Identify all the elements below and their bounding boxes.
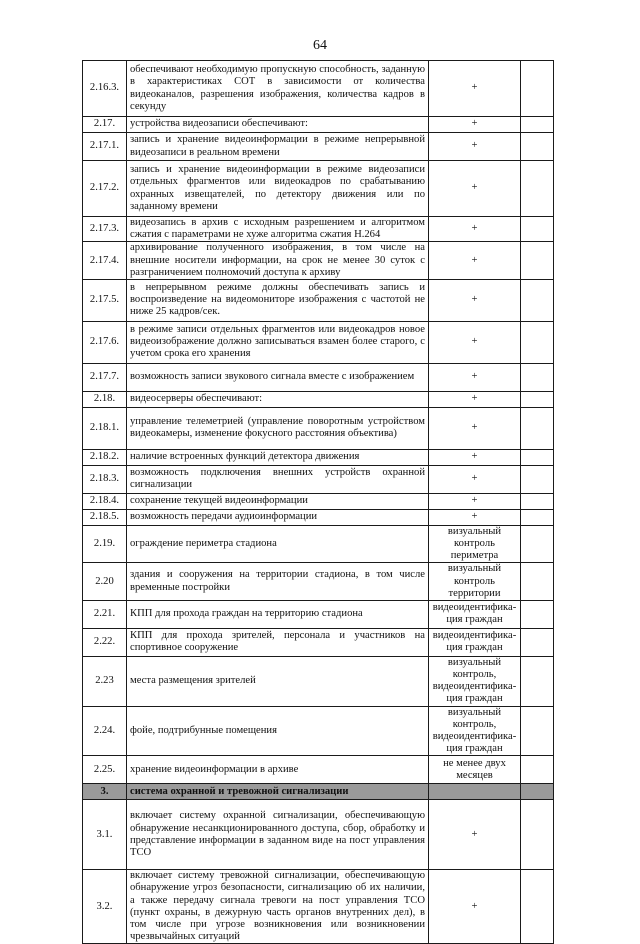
row-number: 2.17.1. bbox=[83, 133, 127, 161]
row-description: здания и сооружения на территории стадиона, в том числе временные постройки bbox=[127, 563, 429, 601]
row-number: 2.18.1. bbox=[83, 407, 127, 449]
row-description: места размещения зрителей bbox=[127, 656, 429, 706]
row-number: 3. bbox=[83, 784, 127, 800]
row-number: 2.23 bbox=[83, 656, 127, 706]
table-row bbox=[83, 61, 554, 117]
table-row bbox=[83, 465, 554, 493]
row-blank-cell bbox=[521, 509, 554, 525]
row-description: запись и хранение видеоинформации в режиме видеозаписи отдельных фрагментов или видеокадров по срабатыванию охранных извещателей, по детектору движения или по заданному времени bbox=[127, 161, 429, 217]
row-number: 2.18. bbox=[83, 391, 127, 407]
row-number: 2.17.3. bbox=[83, 217, 127, 242]
row-number: 2.17.7. bbox=[83, 363, 127, 391]
row-value: визуальный контроль периметра bbox=[429, 525, 521, 563]
row-description: видеозапись в архив с исходным разрешением и алгоритмом сжатия с параметрами не хуже алгоритма сжатия Н.264 bbox=[127, 217, 429, 242]
row-blank-cell bbox=[521, 161, 554, 217]
row-blank-cell bbox=[521, 407, 554, 449]
table-row bbox=[83, 800, 554, 870]
row-description: наличие встроенных функций детектора движения bbox=[127, 449, 429, 465]
row-number: 2.17. bbox=[83, 117, 127, 133]
table-row bbox=[83, 391, 554, 407]
row-description: управление телеметрией (управление поворотным устройством видеокамеры, изменение фокусного расстояния объектива) bbox=[127, 407, 429, 449]
row-number: 2.22. bbox=[83, 628, 127, 656]
row-value: видеоидентифика-ция граждан bbox=[429, 600, 521, 628]
row-number: 2.21. bbox=[83, 600, 127, 628]
row-value: + bbox=[429, 279, 521, 321]
row-description: система охранной и тревожной сигнализации bbox=[127, 784, 429, 800]
row-blank-cell bbox=[521, 563, 554, 601]
row-description: включает систему тревожной сигнализации, обеспечивающую обнаружение угроз безопасности, сигнализацию об их наличии, а также передачу сигнала тревоги на пост управления ТСО (пункт охраны, в дежурную часть органов внутренних дел), в том числе при угрозе возникновения или возникновении чрезвычайных ситуаций bbox=[127, 870, 429, 944]
row-description: хранение видеоинформации в архиве bbox=[127, 756, 429, 784]
page-number: 64 bbox=[313, 38, 327, 53]
table-row bbox=[83, 242, 554, 280]
table-row bbox=[83, 407, 554, 449]
table-row bbox=[83, 161, 554, 217]
row-number: 2.17.6. bbox=[83, 321, 127, 363]
row-value: визуальный контроль, видеоидентифика-ция граждан bbox=[429, 706, 521, 756]
table-row bbox=[83, 279, 554, 321]
row-value: + bbox=[429, 117, 521, 133]
row-blank-cell bbox=[521, 61, 554, 117]
row-description: КПП для прохода граждан на территорию стадиона bbox=[127, 600, 429, 628]
table-row bbox=[83, 117, 554, 133]
row-description: КПП для прохода зрителей, персонала и участников на спортивное сооружение bbox=[127, 628, 429, 656]
row-value: + bbox=[429, 321, 521, 363]
row-number: 2.18.2. bbox=[83, 449, 127, 465]
row-description: обеспечивают необходимую пропускную способность, заданную в характеристиках СОТ в зависимости от количества видеоканалов, разрешения изображения, количества кадров в секунду bbox=[127, 61, 429, 117]
row-blank-cell bbox=[521, 756, 554, 784]
table-row bbox=[83, 563, 554, 601]
table-row bbox=[83, 217, 554, 242]
row-blank-cell bbox=[521, 493, 554, 509]
row-blank-cell bbox=[521, 279, 554, 321]
row-description: возможность записи звукового сигнала вместе с изображением bbox=[127, 363, 429, 391]
row-number: 2.17.4. bbox=[83, 242, 127, 280]
row-blank-cell bbox=[521, 242, 554, 280]
row-value: + bbox=[429, 449, 521, 465]
table-row bbox=[83, 870, 554, 944]
row-value: + bbox=[429, 407, 521, 449]
row-value: + bbox=[429, 465, 521, 493]
row-number: 2.17.5. bbox=[83, 279, 127, 321]
table-row bbox=[83, 449, 554, 465]
table-row bbox=[83, 493, 554, 509]
row-value: визуальный контроль территории bbox=[429, 563, 521, 601]
row-description: в режиме записи отдельных фрагментов или видеокадров новое видеоизображение должно записываться взамен более старого, с учетом срока его хранения bbox=[127, 321, 429, 363]
row-blank-cell bbox=[521, 600, 554, 628]
row-value: + bbox=[429, 133, 521, 161]
row-blank-cell bbox=[521, 449, 554, 465]
row-description: включает систему охранной сигнализации, обеспечивающую обнаружение несанкционированного доступа, сбор, обработку и представление информации в заданном виде на пост управления ТСО bbox=[127, 800, 429, 870]
table-row bbox=[83, 525, 554, 563]
row-blank-cell bbox=[521, 800, 554, 870]
row-description: возможность подключения внешних устройств охранной сигнализации bbox=[127, 465, 429, 493]
row-description: устройства видеозаписи обеспечивают: bbox=[127, 117, 429, 133]
row-value: + bbox=[429, 161, 521, 217]
row-description: в непрерывном режиме должны обеспечивать запись и воспроизведение на видеомониторе изображения с частотой не ниже 25 кадров/сек. bbox=[127, 279, 429, 321]
row-blank-cell bbox=[521, 784, 554, 800]
section-row bbox=[83, 784, 554, 800]
row-blank-cell bbox=[521, 628, 554, 656]
table-row bbox=[83, 628, 554, 656]
table-row bbox=[83, 363, 554, 391]
row-blank-cell bbox=[521, 117, 554, 133]
row-value: + bbox=[429, 242, 521, 280]
row-number: 2.20 bbox=[83, 563, 127, 601]
row-blank-cell bbox=[521, 656, 554, 706]
row-number: 2.24. bbox=[83, 706, 127, 756]
table-row bbox=[83, 656, 554, 706]
row-blank-cell bbox=[521, 133, 554, 161]
table-row bbox=[83, 509, 554, 525]
table-row bbox=[83, 600, 554, 628]
row-description: запись и хранение видеоинформации в режиме непрерывной видеозаписи в реальном времени bbox=[127, 133, 429, 161]
row-blank-cell bbox=[521, 465, 554, 493]
row-number: 2.18.5. bbox=[83, 509, 127, 525]
row-description: видеосерверы обеспечивают: bbox=[127, 391, 429, 407]
row-number: 3.1. bbox=[83, 800, 127, 870]
row-blank-cell bbox=[521, 870, 554, 944]
requirements-table bbox=[82, 60, 554, 944]
row-value bbox=[429, 784, 521, 800]
row-description: сохранение текущей видеоинформации bbox=[127, 493, 429, 509]
row-value: + bbox=[429, 217, 521, 242]
row-value: визуальный контроль, видеоидентифика-ция граждан bbox=[429, 656, 521, 706]
row-value: + bbox=[429, 509, 521, 525]
row-blank-cell bbox=[521, 706, 554, 756]
row-description: фойе, подтрибунные помещения bbox=[127, 706, 429, 756]
row-number: 2.18.3. bbox=[83, 465, 127, 493]
row-blank-cell bbox=[521, 525, 554, 563]
table-row bbox=[83, 756, 554, 784]
row-number: 3.2. bbox=[83, 870, 127, 944]
row-blank-cell bbox=[521, 321, 554, 363]
row-value: + bbox=[429, 493, 521, 509]
row-number: 2.18.4. bbox=[83, 493, 127, 509]
row-description: архивирование полученного изображения, в том числе на внешние носители информации, на срок не менее 30 суток с разграничением полномочий доступа к архиву bbox=[127, 242, 429, 280]
row-value: видеоидентифика-ция граждан bbox=[429, 628, 521, 656]
row-description: возможность передачи аудиоинформации bbox=[127, 509, 429, 525]
row-number: 2.19. bbox=[83, 525, 127, 563]
table-row bbox=[83, 321, 554, 363]
row-blank-cell bbox=[521, 217, 554, 242]
row-blank-cell bbox=[521, 363, 554, 391]
requirements-table-body bbox=[83, 61, 554, 944]
row-value: + bbox=[429, 61, 521, 117]
row-number: 2.16.3. bbox=[83, 61, 127, 117]
row-value: + bbox=[429, 870, 521, 944]
row-value: + bbox=[429, 363, 521, 391]
row-value: + bbox=[429, 800, 521, 870]
row-number: 2.25. bbox=[83, 756, 127, 784]
row-value: + bbox=[429, 391, 521, 407]
table-row bbox=[83, 133, 554, 161]
row-value: не менее двух месяцев bbox=[429, 756, 521, 784]
row-blank-cell bbox=[521, 391, 554, 407]
table-row bbox=[83, 706, 554, 756]
row-number: 2.17.2. bbox=[83, 161, 127, 217]
row-description: ограждение периметра стадиона bbox=[127, 525, 429, 563]
